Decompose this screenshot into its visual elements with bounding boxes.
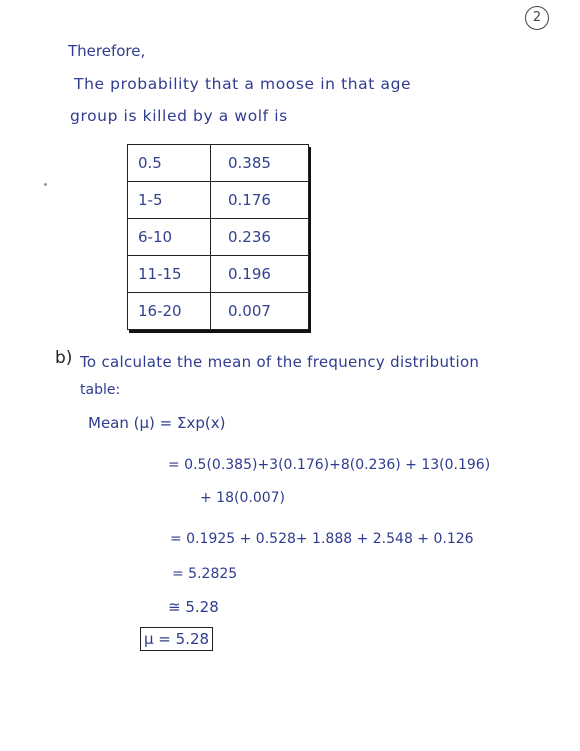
age-cell: 1-5: [128, 182, 211, 219]
probability-cell: 0.196: [211, 256, 309, 293]
calc-step-3: = 5.2825: [172, 566, 238, 582]
calc-step-4: ≅ 5.28: [168, 598, 219, 616]
mean-definition: Mean (μ) = Σxp(x): [88, 414, 226, 432]
table-row: [128, 293, 309, 330]
final-answer-box: μ = 5.28: [140, 627, 213, 651]
intro-line-1: Therefore,: [68, 42, 146, 60]
part-b-label: b): [55, 348, 73, 368]
probability-cell: 0.007: [211, 293, 309, 330]
part-b-line-1: To calculate the mean of the frequency distribution: [80, 353, 480, 371]
page-number: 2: [525, 6, 549, 30]
probability-cell: 0.236: [211, 219, 309, 256]
age-cell: 11-15: [128, 256, 211, 293]
probability-cell: 0.176: [211, 182, 309, 219]
table-row: [128, 182, 309, 219]
calc-step-1b: + 18(0.007): [200, 490, 285, 506]
intro-line-2: The probability that a moose in that age: [74, 75, 412, 93]
calc-step-2: = 0.1925 + 0.528+ 1.888 + 2.548 + 0.126: [170, 531, 474, 547]
probability-table: [127, 144, 309, 330]
probability-cell: 0.385: [211, 145, 309, 182]
table-row: [128, 219, 309, 256]
calc-step-1: = 0.5(0.385)+3(0.176)+8(0.236) + 13(0.196): [168, 457, 491, 473]
table-row: [128, 145, 309, 182]
age-cell: 6-10: [128, 219, 211, 256]
part-b-line-2: table:: [80, 382, 121, 398]
table-row: [128, 256, 309, 293]
age-cell: 16-20: [128, 293, 211, 330]
margin-mark: [44, 183, 47, 186]
intro-line-3: group is killed by a wolf is: [70, 107, 288, 125]
age-cell: 0.5: [128, 145, 211, 182]
